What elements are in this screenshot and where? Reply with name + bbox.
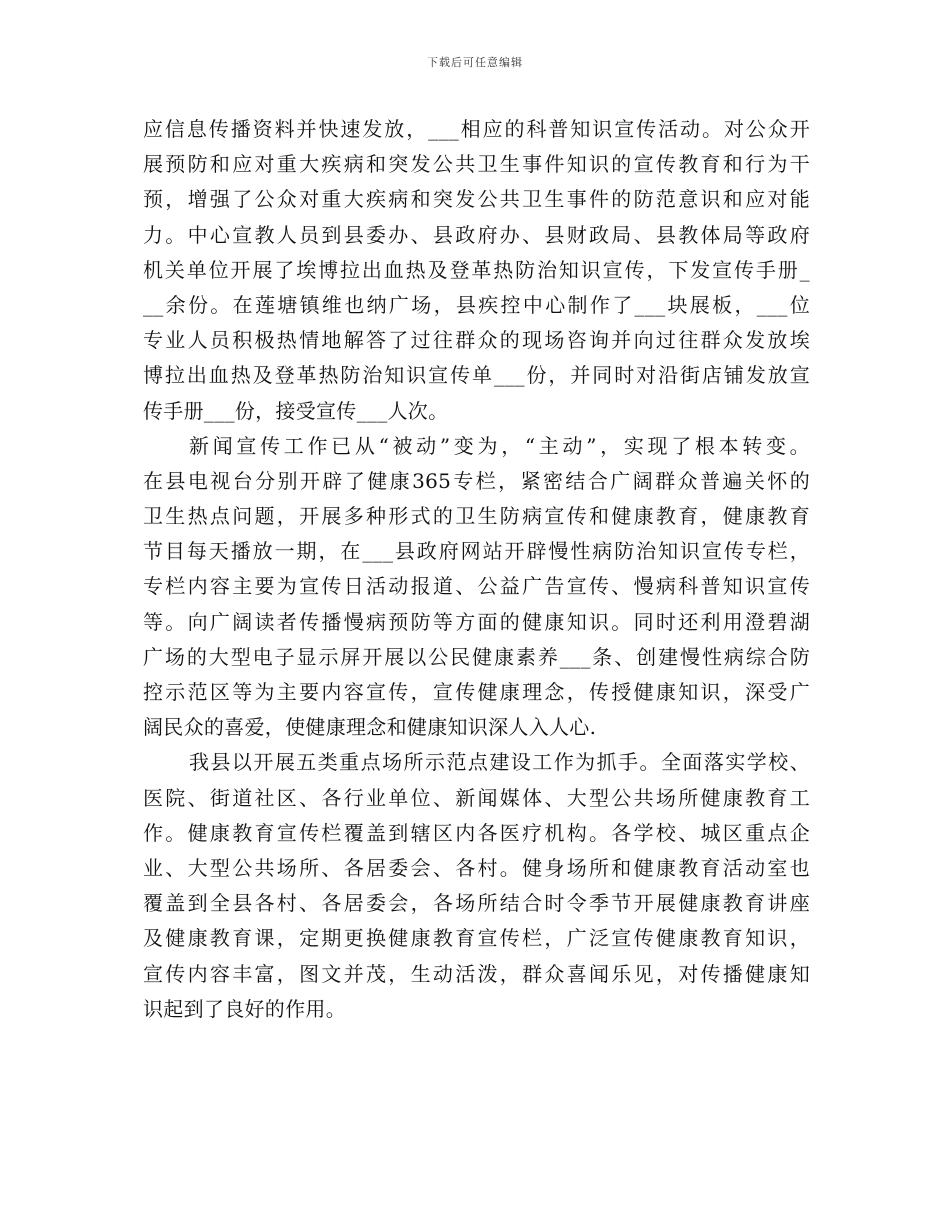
text-line: 医院、街道社区、各行业单位、新闻媒体、大型公共场所健康教育工 (143, 785, 810, 810)
text-line: 业、大型公共场所、各居委会、各村。健身场所和健康教育活动室也 (143, 855, 810, 880)
text-line: 我县以开展五类重点场所示范点建设工作为抓手。全面落实学校、 (189, 750, 810, 775)
text-line: 广场的大型电子显示屏开展以公民健康素养___条、创建慢性病综合防 (143, 644, 810, 669)
text-line: 展预防和应对重大疾病和突发公共卫生事件知识的宣传教育和行为干 (143, 152, 810, 177)
text-line: 传手册___份，接受宣传___人次。 (143, 398, 449, 423)
document-body (143, 112, 810, 1027)
text-line: 等。向广阔读者传播慢病预防等方面的健康知识。同时还利用澄碧湖 (143, 609, 810, 634)
text-line: 新闻宣传工作已从“被动”变为，“主动”，实现了根本转变。 (189, 433, 810, 458)
text-line: 博拉出血热及登革热防治知识宣传单___份，并同时对沿街店铺发放宣 (143, 363, 810, 388)
text-line: 专栏内容主要为宣传日活动报道、公益广告宣传、慢病科普知识宣传 (143, 574, 810, 599)
paragraph-1 (143, 112, 810, 429)
text-line: 覆盖到全县各村、各居委会，各场所结合时令季节开展健康教育讲座 (143, 891, 810, 916)
text-line: 应信息传播资料并快速发放，___相应的科普知识宣传活动。对公众开 (143, 117, 810, 141)
text-line: 识起到了良好的作用。 (143, 996, 346, 1021)
text-line: 卫生热点问题，开展多种形式的卫生防病宣传和健康教育，健康教育 (143, 504, 810, 529)
text-line: 预，增强了公众对重大疾病和突发公共卫生事件的防范意识和应对能 (143, 187, 810, 212)
text-line: 控示范区等为主要内容宣传，宣传健康理念，传授健康知识，深受广 (143, 680, 810, 704)
text-line: 及健康教育课，定期更换健康教育宣传栏，广泛宣传健康教育知识， (143, 926, 810, 951)
text-line: 宣传内容丰富，图文并茂，生动活泼，群众喜闻乐见，对传播健康知 (143, 961, 810, 986)
text-line: 专业人员积极热情地解答了过往群众的现场咨询并向过往群众发放埃 (143, 328, 810, 353)
text-line: 作。健康教育宣传栏覆盖到辖区内各医疗机构。各学校、城区重点企 (143, 820, 810, 845)
paragraph-3 (143, 745, 810, 1027)
text-line: 阔民众的喜爱，使健康理念和健康知识深人入人心. (143, 715, 597, 740)
text-line: 力。中心宣教人员到县委办、县政府办、县财政局、县教体局等政府 (143, 222, 810, 247)
text-line: __余份。在莲塘镇维也纳广场，县疾控中心制作了___块展板，___位 (143, 292, 810, 317)
paragraph-2 (143, 429, 810, 746)
text-line: 在县电视台分别开辟了健康365专栏，紧密结合广阔群众普遍关怀的 (143, 468, 810, 493)
text-line: 节目每天播放一期，在___县政府网站开辟慢性病防治知识宣传专栏， (143, 539, 810, 564)
page-header: 下载后可任意编辑 (427, 56, 523, 69)
text-line: 机关单位开展了埃博拉出血热及登革热防治知识宣传，下发宣传手册_ (143, 257, 810, 282)
